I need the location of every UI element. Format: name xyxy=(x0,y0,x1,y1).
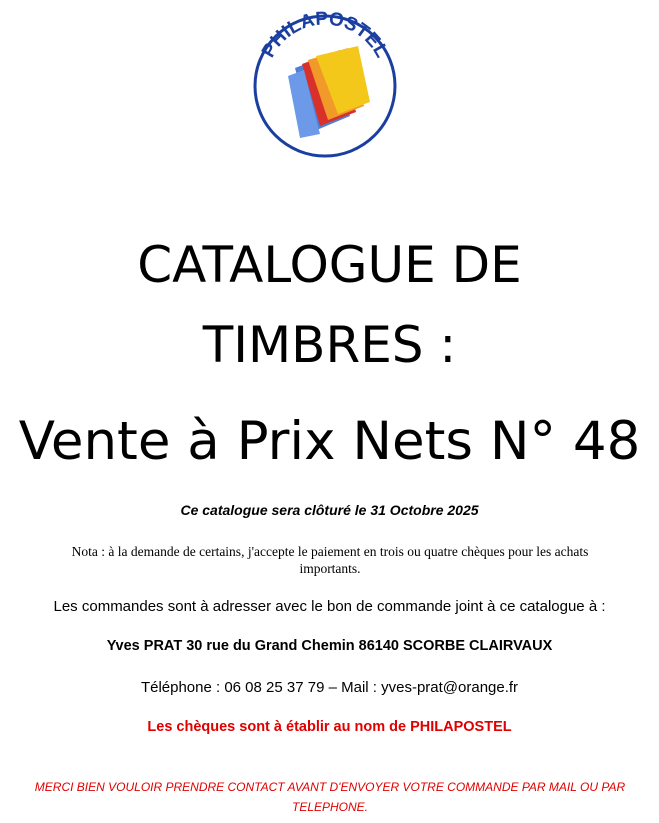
title-line-2: TIMBRES : xyxy=(202,316,457,374)
closing-notice: Ce catalogue sera clôturé le 31 Octobre 2025 xyxy=(180,502,479,518)
cheques-notice: Les chèques sont à établir au nom de PHILAPOSTEL xyxy=(147,719,512,735)
nota-text: Nota : à la demande de certains, j'accepte le paiement en trois ou quatre chèques pour les achats importants. xyxy=(71,544,589,576)
orders-intro: Les commandes sont à adresser avec le bon de commande joint à ce catalogue à : xyxy=(53,598,606,615)
philapostel-logo-image xyxy=(240,6,410,166)
address-text: Yves PRAT 30 rue du Grand Chemin 86140 SCORBE CLAIRVAUX xyxy=(106,638,553,654)
merci-notice: MERCI BIEN VOULOIR PRENDRE CONTACT AVANT D'ENVOYER VOTRE COMMANDE PAR MAIL OU PAR TELEPHONE. xyxy=(34,780,626,814)
philapostel-logo xyxy=(240,6,410,166)
contact-text: Téléphone : 06 08 25 37 79 – Mail : yves-prat@orange.fr xyxy=(140,679,519,696)
logo-text: PHILAPOSTEL xyxy=(257,8,393,62)
title-line-3: Vente à Prix Nets N° 48 xyxy=(18,411,641,472)
title-line-1: CATALOGUE DE xyxy=(137,236,522,294)
stamps-graphic xyxy=(288,46,370,138)
